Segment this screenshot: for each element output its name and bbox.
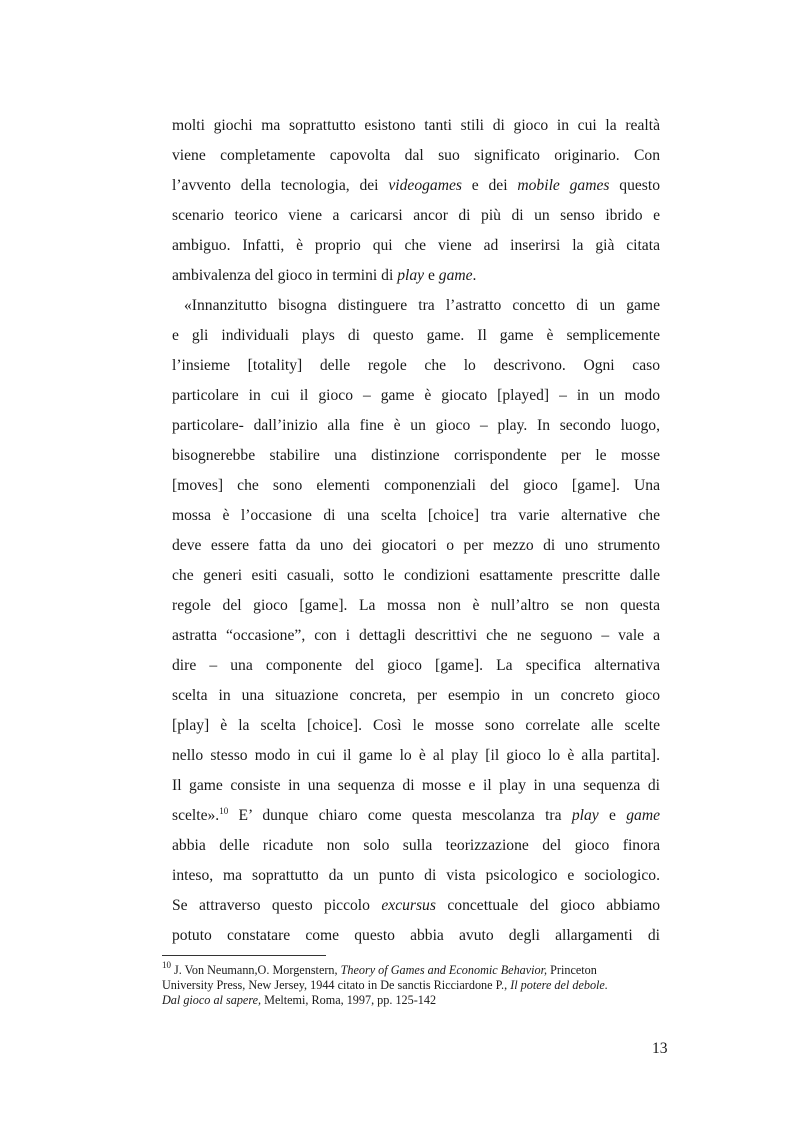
quote-start-line: «Innanzitutto bisogna distinguere tra l’astratto concetto di un game: [184, 297, 660, 314]
text-line: potuto constatare come questo abbia avuto degli allargamenti di: [172, 927, 660, 944]
text-line: l’insieme [totality] delle regole che lo descrivono. Ogni caso: [172, 357, 660, 374]
text-line: inteso, ma soprattutto da un punto di vista psicologico e sociologico.: [172, 867, 660, 884]
text-line: che generi esiti casuali, sotto le condizioni esattamente prescritte dalle: [172, 567, 660, 584]
text-line: nello stesso modo in cui il game lo è al play [il gioco lo è alla partita].: [172, 747, 660, 764]
text-line: viene completamente capovolta dal suo significato originario. Con: [172, 147, 660, 164]
footnote-separator: [162, 955, 326, 956]
text-line: ambivalenza del gioco in termini di play e game.: [172, 267, 477, 284]
text-line: particolare in cui il gioco – game è giocato [played] – in un modo: [172, 387, 660, 404]
text-line: mossa è l’occasione di una scelta [choice] tra varie alternative che: [172, 507, 660, 524]
text-line: scelta in una situazione concreta, per esempio in un concreto gioco: [172, 687, 660, 704]
text-line: Se attraverso questo piccolo excursus concettuale del gioco abbiamo: [172, 897, 660, 914]
text-line: dire – una componente del gioco [game]. La specifica alternativa: [172, 657, 660, 674]
text-line: Il game consiste in una sequenza di mosse e il play in una sequenza di: [172, 777, 660, 794]
footnote-number: 10: [162, 960, 171, 970]
footnote-line: Dal gioco al sapere, Meltemi, Roma, 1997, pp. 125-142: [162, 993, 437, 1007]
footnote-reference: 10: [219, 806, 229, 816]
text-line: astratta “occasione”, con i dettagli descrittivi che ne seguono – vale a: [172, 627, 660, 644]
text-line: scelte».$^{10}$ E’ dunque chiaro come questa mescolanza tra play e game: [172, 806, 660, 824]
text-line: [play] è la scelta [choice]. Così le mosse sono correlate alle scelte: [172, 717, 660, 734]
text-line: scenario teorico viene a caricarsi ancor di più di un senso ibrido e: [172, 207, 660, 224]
footnote-line: $^{10}$ J. Von Neumann,O. Morgenstern, Theory of Games and Economic Behavior, Princeton: [162, 960, 597, 977]
text-line: l’avvento della tecnologia, dei videogames e dei mobile games questo: [172, 177, 661, 194]
text-line: regole del gioco [game]. La mossa non è null’altro se non questa: [172, 597, 660, 614]
text-line: ambiguo. Infatti, è proprio qui che viene ad inserirsi la già citata: [172, 237, 660, 254]
text-line: particolare- dall’inizio alla fine è un gioco – play. In secondo luogo,: [172, 417, 660, 434]
body-text: [172, 111, 660, 951]
page-number: 13: [652, 1040, 668, 1057]
text-line: abbia delle ricadute non solo sulla teorizzazione del gioco finora: [172, 837, 660, 854]
footnote: [162, 960, 670, 1008]
text-line: deve essere fatta da uno dei giocatori o per mezzo di uno strumento: [172, 537, 660, 554]
text-line: bisognerebbe stabilire una distinzione corrispondente per le mosse: [172, 447, 660, 464]
text-line: [moves] che sono elementi componenziali del gioco [game]. Una: [172, 477, 660, 494]
footnote-line: University Press, New Jersey, 1944 citato in De sanctis Ricciardone P., Il potere del debole.: [162, 978, 608, 992]
text-line: molti giochi ma soprattutto esistono tanti stili di gioco in cui la realtà: [172, 117, 660, 134]
text-line: e gli individuali plays di questo game. Il game è semplicemente: [172, 327, 660, 344]
